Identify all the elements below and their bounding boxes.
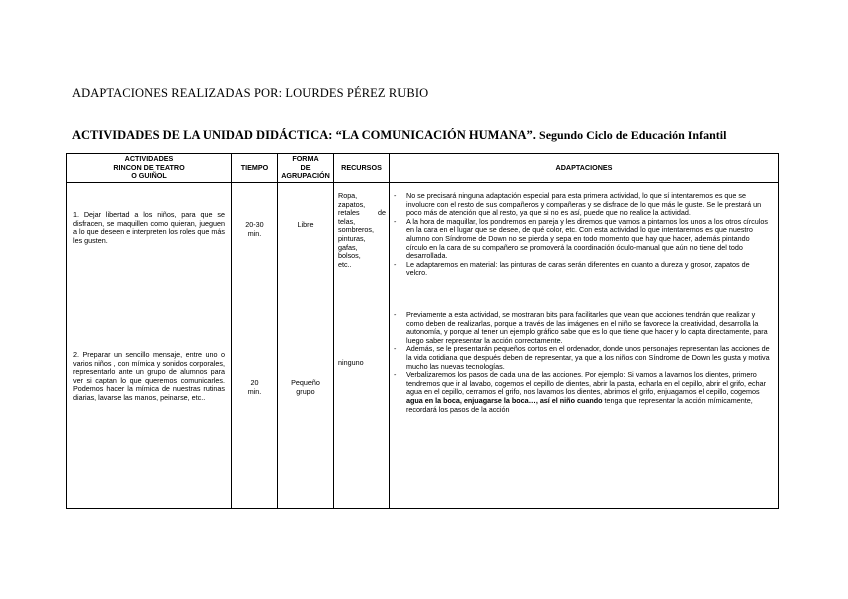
grouping-line: grupo (296, 386, 315, 396)
activity-2-time (232, 379, 277, 396)
header-recursos: RECURSOS (334, 154, 390, 183)
adaptation-item: - A la hora de maquillar, los pondremos en pareja y les diremos que vamos a pintarnos los unos a los otros círculos en la cara en el lugar que se desee, de qué color, etc. Con esta actividad lo que intentaremos es que nuestro alumno con Síndrome de Down no se pierda y sepa en todo momento que hay que hacer, además pintando círculo en la cara de su compañero se promoverá la coordinación óculo-manual que aún no tiene del todo desarrollada. (392, 218, 772, 261)
resource-line: telas, (338, 216, 356, 226)
resource-line: sombreros, (338, 225, 374, 235)
table-body-row (67, 183, 779, 509)
header-actividades-line: O GUIÑOL (131, 171, 167, 181)
adaptation-text: tenga que representar la acción mímicamente, recordará los pasos de la acción (406, 395, 753, 414)
cell-adaptaciones (390, 183, 779, 509)
cell-agrupacion (278, 183, 334, 509)
header-actividades-line: RINCON DE TEATRO (113, 162, 185, 172)
cell-recursos (334, 183, 390, 509)
time-line: 20-30 (245, 220, 264, 229)
activity-1-grouping: Libre (297, 220, 314, 229)
activity-1-adaptations (392, 192, 772, 278)
resource-word: de (378, 208, 386, 218)
resource-line: bolsos, (338, 251, 361, 261)
activity-1-resources (338, 192, 386, 269)
activity-2-adaptations (392, 311, 772, 414)
resource-word: retales (338, 208, 360, 218)
time-line: min. (247, 386, 262, 396)
cell-tiempo (232, 183, 278, 509)
header-tiempo: TIEMPO (232, 154, 278, 183)
time-line: min. (247, 228, 262, 238)
adaptation-item (392, 371, 772, 414)
header-forma-line: FORMA (292, 154, 319, 164)
activity-2-grouping (278, 379, 333, 396)
resource-line: gafas, (338, 242, 358, 252)
time-line: 20 (250, 378, 259, 387)
activity-1-time (232, 221, 277, 238)
resource-line: zapatos, (338, 199, 366, 209)
activity-2-text: 2. Preparar un sencillo mensaje, entre uno o varios niños , con mímica y sonidos corporales, representarlo ante un grupo de alumnos para ver si captan lo que queremos comunicarles. Podemos hacer la mímica de nuestras rutinas diarias, lavarse las manos, peinarse, etc.. (73, 350, 225, 402)
title-rest: Segundo Ciclo de Educación Infantil (539, 128, 727, 142)
title-main: ACTIVIDADES DE LA UNIDAD DIDÁCTICA: “LA COMUNICACIÓN HUMANA”. (72, 128, 536, 142)
header-adaptaciones: ADAPTACIONES (390, 154, 779, 183)
grouping-line: Pequeño (291, 378, 320, 387)
table-header-row (67, 154, 779, 183)
document-title (72, 128, 726, 143)
adaptation-text-bold: agua en la boca, enjuagarse la boca…, así el niño cuando (406, 395, 603, 405)
header-forma-line: DE (300, 162, 311, 172)
cell-actividades (67, 183, 232, 509)
adaptation-text: Verbalizaremos los pasos de cada una de las acciones. Por ejemplo: Si vamos a lavarnos los dientes, primero tendremos que ir al lavabo, cogemos el cepillo de dientes, abrir la pasta, echarla en el cepillo, abrir el grifo, echar agua en el cepillo, cerramos el grifo, nos lavamos los dientes, abrimos el grifo, enjuagamos el cepillo, cogemos (406, 370, 766, 397)
adaptation-item: - Además, se le presentarán pequeños cortos en el ordenador, donde unos personajes representan las acciones de la vida cotidiana que después deben de representar, ya que a los niños con Síndrome de Down les gusta y motiva mucho las nuevas tecnologías. (392, 345, 772, 371)
author-line: ADAPTACIONES REALIZADAS POR: LOURDES PÉREZ RUBIO (72, 86, 429, 100)
resource-line: Ropa, (338, 191, 358, 200)
activity-2-resources: ninguno (338, 358, 364, 367)
resource-line: etc.. (338, 259, 352, 269)
resource-line: pinturas, (338, 233, 366, 243)
activities-table (66, 153, 779, 509)
header-actividades (67, 154, 232, 183)
header-forma-line: AGRUPACIÓN (281, 171, 330, 181)
adaptation-item: - Le adaptaremos en material: las pinturas de caras serán diferentes en cuanto a dureza y grosor, zapatos de velcro. (392, 261, 772, 278)
adaptation-item: - No se precisará ninguna adaptación especial para esta primera actividad, lo que sí intentaremos es que se involucre con el resto de sus compañeros y compañeras y se disfrace de lo que más le guste. Se le prestará un poco más de atención que al resto, ya que si no es así, puede que no realice la actividad. (392, 192, 772, 218)
activity-1-text: 1. Dejar libertad a los niños, para que se disfracen, se maquillen como quieran, jueguen a lo que deseen e interpreten los roles que más les gusten. (73, 210, 225, 245)
header-forma (278, 154, 334, 183)
adaptation-item: - Previamente a esta actividad, se mostraran bits para facilitarles que vean que acciones tendrán que realizar y como deben de realizarlas, porque a través de las imágenes en el niño se favorece la creatividad, desarrolla la autonomía, y porque al tener un ejemplo gráfico sabe que es lo que tiene que hacer y lo capta directamente, para luego saber representar la acción correctamente. (392, 311, 772, 345)
header-actividades-line: ACTIVIDADES (124, 154, 174, 164)
